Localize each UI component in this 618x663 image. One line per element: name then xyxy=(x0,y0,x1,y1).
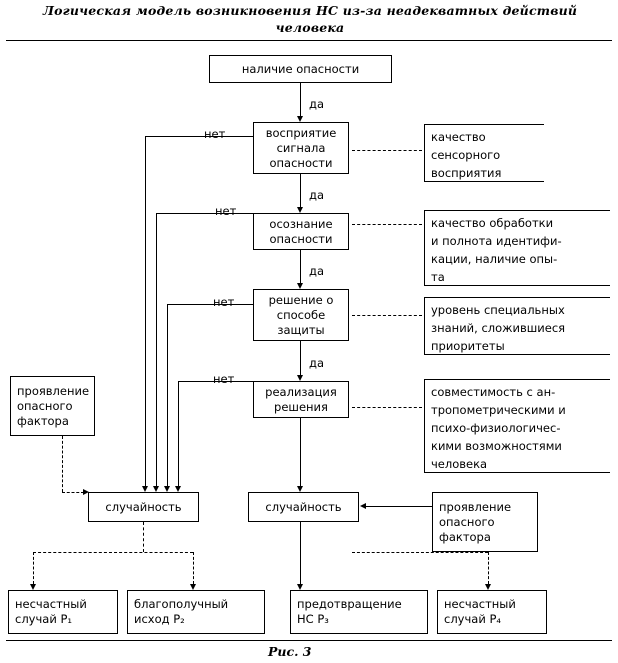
label-no-4: нет xyxy=(213,372,235,386)
branch-no-decision-h xyxy=(167,304,253,305)
divider-bottom xyxy=(6,640,612,641)
branch-no-perception-h xyxy=(145,136,253,137)
node-manifest-left[interactable]: проявление опасного фактора xyxy=(10,376,95,436)
conn-chance-right-p4-h xyxy=(352,552,488,553)
branch-no-awareness-v xyxy=(156,213,157,486)
arrow-no-realization-chance xyxy=(175,486,181,492)
label-yes-4: да xyxy=(309,356,324,370)
outcome-favorable-p2[interactable]: благополучный исход P₂ xyxy=(127,590,265,634)
arrow-chance-right-p4 xyxy=(485,584,491,590)
arrow-awareness-decision xyxy=(297,283,303,289)
arrow-decision-realization xyxy=(297,375,303,381)
outcome-accident-p4[interactable]: несчастный случай P₄ xyxy=(437,590,547,634)
conn-perception-awareness xyxy=(300,174,301,207)
conn-chance-left-p1 xyxy=(33,552,34,584)
label-yes-3: да xyxy=(309,264,324,278)
outcome-prevented-p3[interactable]: предотвращение НС P₃ xyxy=(290,590,428,634)
node-manifest-right[interactable]: проявление опасного фактора xyxy=(432,492,538,552)
outcome-accident-p1[interactable]: несчастный случай P₁ xyxy=(8,590,118,634)
arrow-no-decision-chance xyxy=(164,486,170,492)
conn-chance-left-down xyxy=(143,522,144,552)
label-no-2: нет xyxy=(215,204,237,218)
arrow-hazard-perception xyxy=(297,116,303,122)
arrow-manifest-left-chance xyxy=(83,489,89,495)
branch-no-perception-v xyxy=(145,136,146,486)
conn-manifest-left-h xyxy=(62,492,84,493)
branch-no-realization-v xyxy=(178,381,179,486)
arrow-no-perception-chance xyxy=(142,486,148,492)
arrow-chance-right-prevented xyxy=(297,584,303,590)
node-realization[interactable]: реализация решения xyxy=(253,381,349,418)
note-compatibility: совместимость с ан- тропометрическими и психо-физиологичес- кими возможностями человека xyxy=(424,379,610,473)
label-yes-1: да xyxy=(309,97,324,111)
conn-decision-note xyxy=(352,315,422,316)
conn-manifest-right-chance xyxy=(366,506,432,507)
arrow-manifest-right-chance xyxy=(360,503,366,509)
conn-awareness-decision xyxy=(300,250,301,283)
conn-perception-note xyxy=(352,150,422,151)
conn-chance-left-p2 xyxy=(193,552,194,584)
arrow-realization-chance-right xyxy=(297,486,303,492)
arrow-no-awareness-chance xyxy=(153,486,159,492)
branch-no-decision-v xyxy=(167,304,168,486)
node-hazard[interactable]: наличие опасности xyxy=(209,55,392,83)
conn-manifest-left-down xyxy=(62,436,63,492)
conn-realization-note xyxy=(352,407,422,408)
branch-no-realization-h xyxy=(178,381,253,382)
label-no-1: нет xyxy=(204,127,226,141)
node-chance-left[interactable]: случайность xyxy=(88,492,199,522)
note-knowledge: уровень специальных знаний, сложившиеся приоритеты xyxy=(424,297,610,355)
conn-hazard-perception xyxy=(300,83,301,116)
conn-chance-left-split xyxy=(33,552,193,553)
conn-decision-realization xyxy=(300,341,301,375)
figure-caption: Рис. 3 xyxy=(268,644,312,659)
arrow-perception-awareness xyxy=(297,207,303,213)
node-decision[interactable]: решение о способе защиты xyxy=(253,289,349,341)
note-sensory: качество сенсорного восприятия xyxy=(424,124,544,182)
arrow-chance-left-p2 xyxy=(190,584,196,590)
node-awareness[interactable]: осознание опасности xyxy=(253,213,349,250)
divider-top xyxy=(6,40,612,41)
conn-chance-right-prevented xyxy=(300,522,301,584)
note-processing: качество обработки и полнота идентифи- кации, наличие опы- та xyxy=(424,210,610,286)
page-title: Логическая модель возникновения НС из-за неадекватных действий человека xyxy=(42,3,578,35)
branch-no-awareness-h xyxy=(156,213,253,214)
label-no-3: нет xyxy=(213,295,235,309)
conn-awareness-note xyxy=(352,224,422,225)
label-yes-2: да xyxy=(309,188,324,202)
conn-realization-chance-right xyxy=(300,418,301,486)
arrow-chance-left-p1 xyxy=(30,584,36,590)
node-perception[interactable]: восприятие сигнала опасности xyxy=(253,122,349,174)
conn-chance-right-p4-v1 xyxy=(488,552,489,584)
node-chance-right[interactable]: случайность xyxy=(248,492,359,522)
